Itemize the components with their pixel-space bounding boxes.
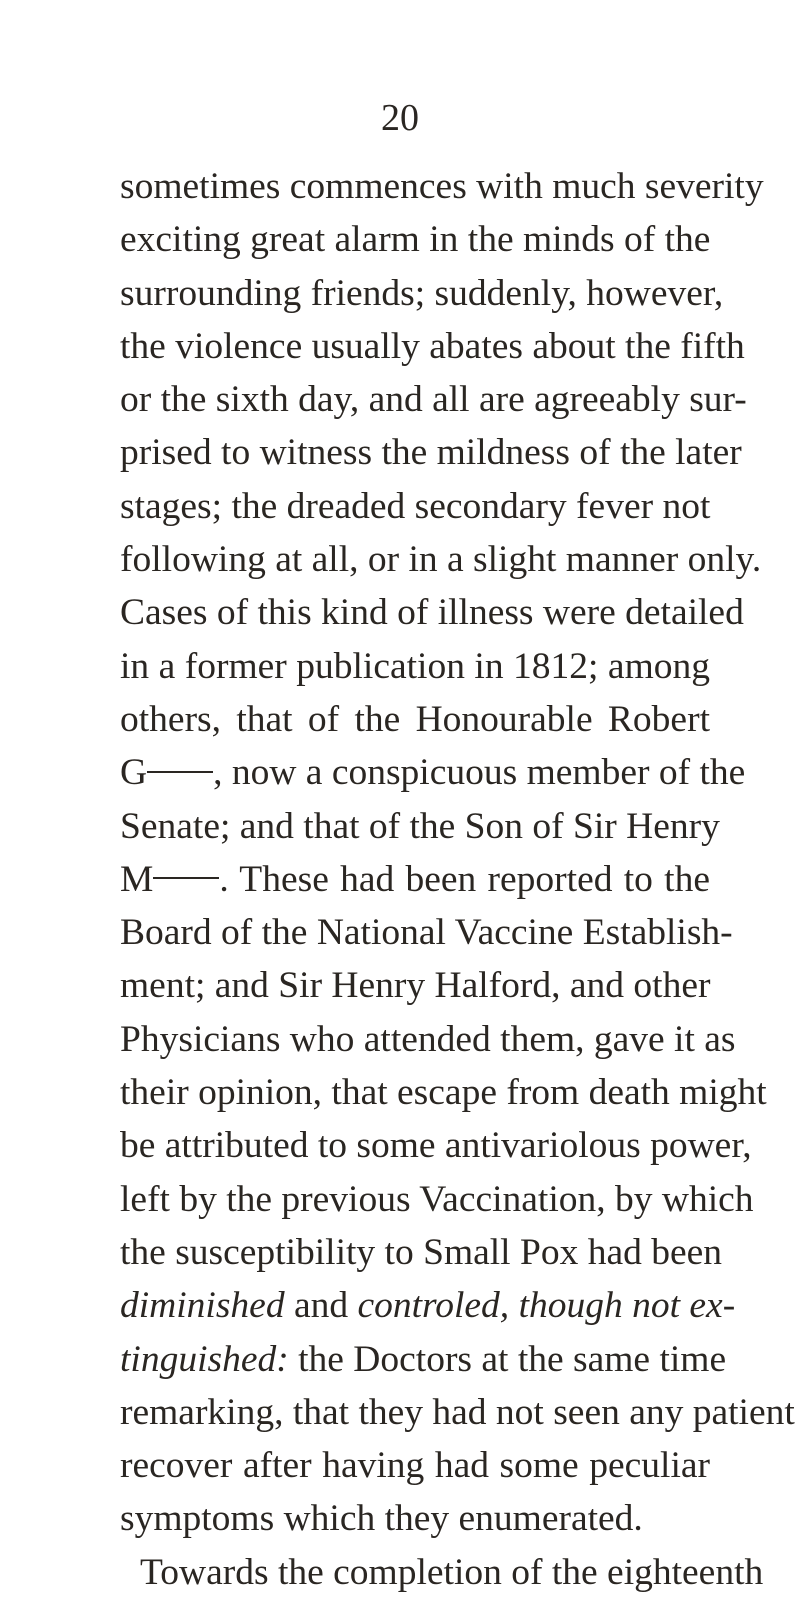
text-segment: , now a conspicuous member of the (213, 752, 746, 794)
italic-text: though not ex- (518, 1285, 736, 1327)
text-line (120, 1173, 754, 1226)
text-line (120, 1013, 736, 1066)
text-line (120, 1226, 723, 1279)
text-line (120, 586, 744, 639)
text-segment: stages; the dreaded secondary fever not (120, 485, 711, 527)
text-line (120, 267, 724, 320)
text-line (120, 959, 710, 1012)
text-segment: the violence usually abates about the fifth (120, 325, 745, 367)
text-line (120, 1386, 795, 1439)
text-segment: others, that of the Honourable Robert (120, 698, 710, 740)
text-line (120, 533, 762, 586)
text-line (120, 1119, 752, 1172)
text-line (120, 426, 742, 479)
text-line (120, 1492, 710, 1545)
italic-text: controled, (357, 1285, 510, 1327)
text-segment: the susceptibility to Small Pox had been (120, 1231, 723, 1273)
text-segment: left by the previous Vaccination, by which (120, 1178, 754, 1220)
text-line (120, 1279, 736, 1332)
text-line (120, 373, 747, 426)
text-segment: Physicians who attended them, gave it as (120, 1018, 736, 1060)
text-line (120, 1333, 727, 1386)
text-segment: G (120, 752, 148, 794)
text-line (120, 800, 720, 853)
text-segment: M (120, 858, 154, 900)
text-segment: exciting great alarm in the minds of the (120, 219, 711, 261)
italic-text: tinguished: (120, 1338, 289, 1380)
page-number: 20 (381, 97, 419, 139)
body-text (120, 160, 795, 1599)
text-segment: . These had been reported to the (219, 858, 710, 900)
text-line (120, 480, 710, 533)
text-segment: recover after having had some peculiar (120, 1445, 710, 1487)
text-segment: following at all, or in a slight manner only. (120, 539, 762, 581)
text-line (120, 746, 746, 799)
text-segment: sometimes commences with much severity (120, 166, 764, 207)
italic-text: diminished (120, 1285, 285, 1327)
text-segment: Towards the completion of the eighteenth (140, 1551, 764, 1593)
text-segment: the Doctors at the same time (288, 1338, 727, 1380)
text-line (120, 1439, 710, 1492)
text-line (120, 320, 745, 373)
text-line (120, 640, 710, 693)
name-omission-dash (153, 877, 219, 879)
text-segment: Board of the National Vaccine Establish- (120, 912, 733, 954)
text-segment: prised to witness the mildness of the later (120, 432, 742, 474)
text-line (120, 906, 733, 959)
text-line (120, 1066, 767, 1119)
text-segment: their opinion, that escape from death might (120, 1072, 767, 1114)
text-segment: or the sixth day, and all are agreeably sur- (120, 379, 747, 421)
text-segment: and (284, 1285, 358, 1327)
text-segment: Cases of this kind of illness were detailed (120, 592, 744, 634)
text-segment: surrounding friends; suddenly, however, (120, 272, 724, 314)
text-segment: symptoms which they enumerated. (120, 1498, 643, 1540)
text-line (120, 160, 764, 213)
text-line (120, 1546, 764, 1599)
text-line (120, 693, 710, 746)
text-line (120, 853, 710, 906)
text-segment: ment; and Sir Henry Halford, and other (120, 965, 711, 1007)
text-segment: in a former publication in 1812; among (120, 645, 710, 687)
text-line (120, 213, 710, 266)
text-segment: remarking, that they had not seen any patient (120, 1391, 795, 1433)
name-omission-dash (147, 771, 213, 773)
text-segment: Senate; and that of the Son of Sir Henry (120, 805, 720, 847)
text-segment: be attributed to some antivariolous power, (120, 1125, 752, 1167)
text-segment (509, 1285, 518, 1326)
